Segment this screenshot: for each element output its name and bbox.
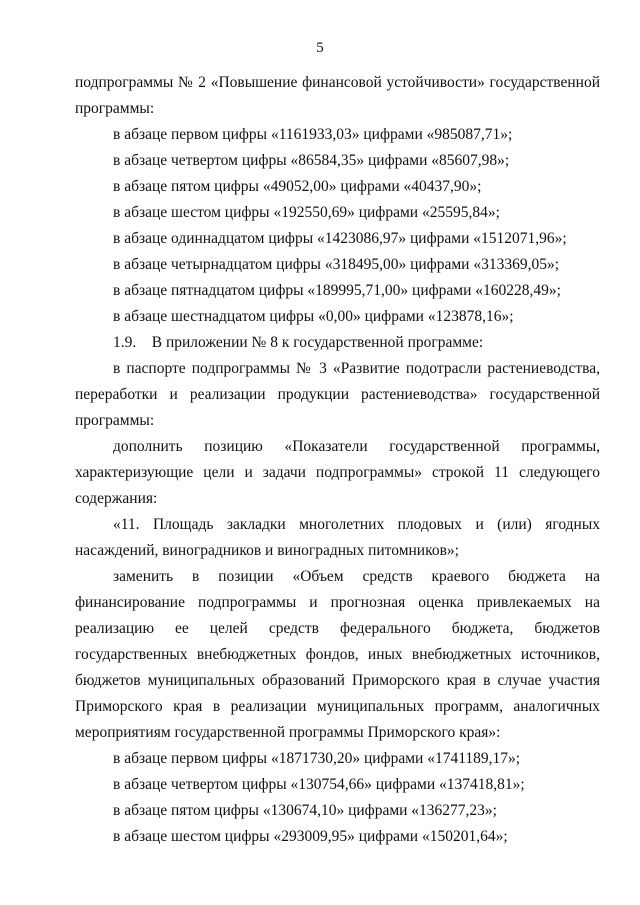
page-number: 5 <box>316 40 324 56</box>
paragraph-item: в абзаце шестом цифры «293009,95» цифрами «150201,64»; <box>113 828 508 845</box>
paragraph-item: в абзаце одиннадцатом цифры «1423086,97» цифрами «1512071,96»; <box>113 230 567 247</box>
paragraph-item: в абзаце шестом цифры «192550,69» цифрами «25595,84»; <box>113 204 500 221</box>
paragraph-item: в абзаце первом цифры «1871730,20» цифрами «1741189,17»; <box>113 750 521 767</box>
paragraph-item: в абзаце шестнадцатом цифры «0,00» цифрами «123878,16»; <box>113 308 514 325</box>
document-body <box>75 70 600 850</box>
paragraph-replace-position: заменить в позиции «Объем средств краевого бюджета на финансирование подпрограммы и прогнозная оценка привлекаемых на реализацию ее целей средств федерального бюджета, бюджетов государственных внебюджетных фондов, иных внебюджетных источников, бюджетов муниципальных образований Приморского края в случае участия Приморского края в реализации муниципальных программ, аналогичных мероприятиям государственной программы Приморского края»: <box>75 568 600 741</box>
paragraph-item: в абзаце пятом цифры «49052,00» цифрами «40437,90»; <box>113 178 482 195</box>
paragraph-item: в абзаце пятнадцатом цифры «189995,71,00» цифрами «160228,49»; <box>113 282 561 299</box>
paragraph-item: в абзаце четырнадцатом цифры «318495,00» цифрами «313369,05»; <box>113 256 560 273</box>
paragraph-item: в абзаце четвертом цифры «130754,66» цифрами «137418,81»; <box>113 776 525 793</box>
paragraph-item: в абзаце пятом цифры «130674,10» цифрами «136277,23»; <box>113 802 497 819</box>
paragraph-passport-subprogram-3: в паспорте подпрограммы № 3 «Развитие подотрасли растениеводства, переработки и реализации продукции растениеводства» государственной программы: <box>75 360 600 429</box>
paragraph-item: в абзаце четвертом цифры «86584,35» цифрами «85607,98»; <box>113 152 510 169</box>
paragraph-add-position: дополнить позицию «Показатели государственной программы, характеризующие цели и задачи подпрограммы» строкой 11 следующего содержания: <box>75 438 600 507</box>
paragraph-line-11: «11. Площадь закладки многолетних плодовых и (или) ягодных насаждений, виноградников и виноградных питомников»; <box>75 516 600 559</box>
paragraph-item: в абзаце первом цифры «1161933,03» цифрами «985087,71»; <box>113 126 513 143</box>
paragraph-subprogram-2-heading: подпрограммы № 2 «Повышение финансовой устойчивости» государственной программы: <box>75 74 600 117</box>
section-heading-1-9: 1.9. В приложении № 8 к государственной программе: <box>113 334 484 351</box>
